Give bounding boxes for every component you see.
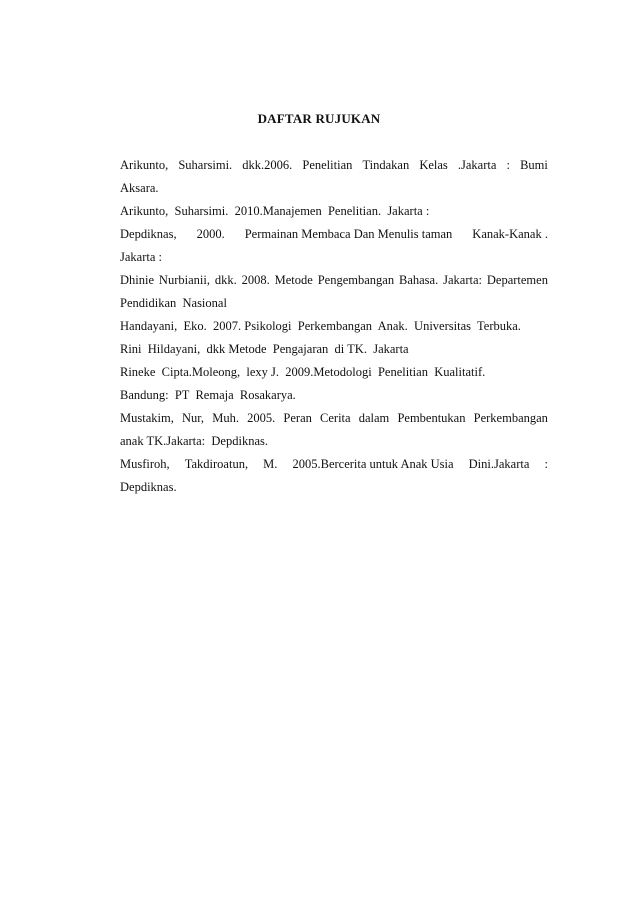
reference-word: Jakarta: [443,273,482,287]
reference-word: Departemen [486,273,548,287]
reference-word: Mustakim, [120,411,174,425]
reference-line: Pendidikan Nasional [120,296,227,310]
reference-line: Rineke Cipta.Moleong, lexy J. 2009.Metodologi Penelitian Kualitatif. [120,365,486,379]
reference-word: Penelitian [302,158,353,172]
reference-line [120,154,548,177]
reference-word: Nur, [181,411,205,425]
reference-word: Bumi [520,158,548,172]
reference-word: M. [263,457,278,471]
reference-word: Suharsimi. [178,158,233,172]
reference-word: dkk. [214,273,237,287]
reference-word: Kelas [419,158,448,172]
reference-word: Dhinie [120,273,155,287]
reference-word: Depdiknas, [120,227,177,241]
reference-line: Rini Hildayani, dkk Metode Pengajaran di TK. Jakarta [120,342,409,356]
reference-entry [120,384,548,407]
reference-line: Aksara. [120,181,159,195]
reference-entry [120,154,548,200]
reference-word: dkk.2006. [242,158,293,172]
reference-line: Handayani, Eko. 2007. Psikologi Perkembangan Anak. Universitas Terbuka. [120,319,521,333]
reference-word: Peran [283,411,312,425]
reference-list [120,154,548,499]
reference-word: Perkembangan [473,411,548,425]
reference-word: Nurbianii, [158,273,210,287]
reference-entry [120,200,548,223]
reference-line: Jakarta : [120,250,162,264]
reference-word: .Jakarta [457,158,497,172]
reference-entry [120,361,548,384]
reference-word: Kanak-Kanak . [472,227,548,241]
reference-word: 2008. [241,273,270,287]
reference-entry [120,269,548,315]
reference-word: 2005.Bercerita untuk Anak Usia [292,457,454,471]
reference-word: Pembentukan [397,411,466,425]
reference-entry [120,338,548,361]
reference-entry [120,223,548,269]
reference-word: Dini.Jakarta [468,457,530,471]
reference-line [120,269,548,292]
reference-line: Bandung: PT Remaja Rosakarya. [120,388,296,402]
reference-line [120,453,548,476]
reference-line: anak TK.Jakarta: Depdiknas. [120,434,268,448]
reference-word: Musfiroh, [120,457,170,471]
reference-line [120,407,548,430]
page-title: DAFTAR RUJUKAN [257,111,381,126]
reference-entry [120,315,548,338]
reference-word: Arikunto, [120,158,169,172]
reference-word: Metode [274,273,313,287]
reference-word: Permainan Membaca Dan Menulis taman [244,227,453,241]
reference-entry [120,407,548,453]
reference-word: Muh. [212,411,239,425]
reference-word: : [506,158,510,172]
reference-word: Bahasa. [398,273,439,287]
reference-word: Tindakan [362,158,410,172]
reference-entry [120,453,548,499]
reference-line: Arikunto, Suharsimi. 2010.Manajemen Penelitian. Jakarta : [120,204,430,218]
reference-word: Cerita [320,411,351,425]
reference-word: 2000. [196,227,225,241]
reference-word: 2005. [247,411,276,425]
reference-word: dalam [358,411,390,425]
reference-line: Depdiknas. [120,480,177,494]
reference-word: Takdiroatun, [184,457,249,471]
reference-word: Pengembangan [317,273,395,287]
reference-word: : [544,457,548,471]
reference-line [120,223,548,246]
